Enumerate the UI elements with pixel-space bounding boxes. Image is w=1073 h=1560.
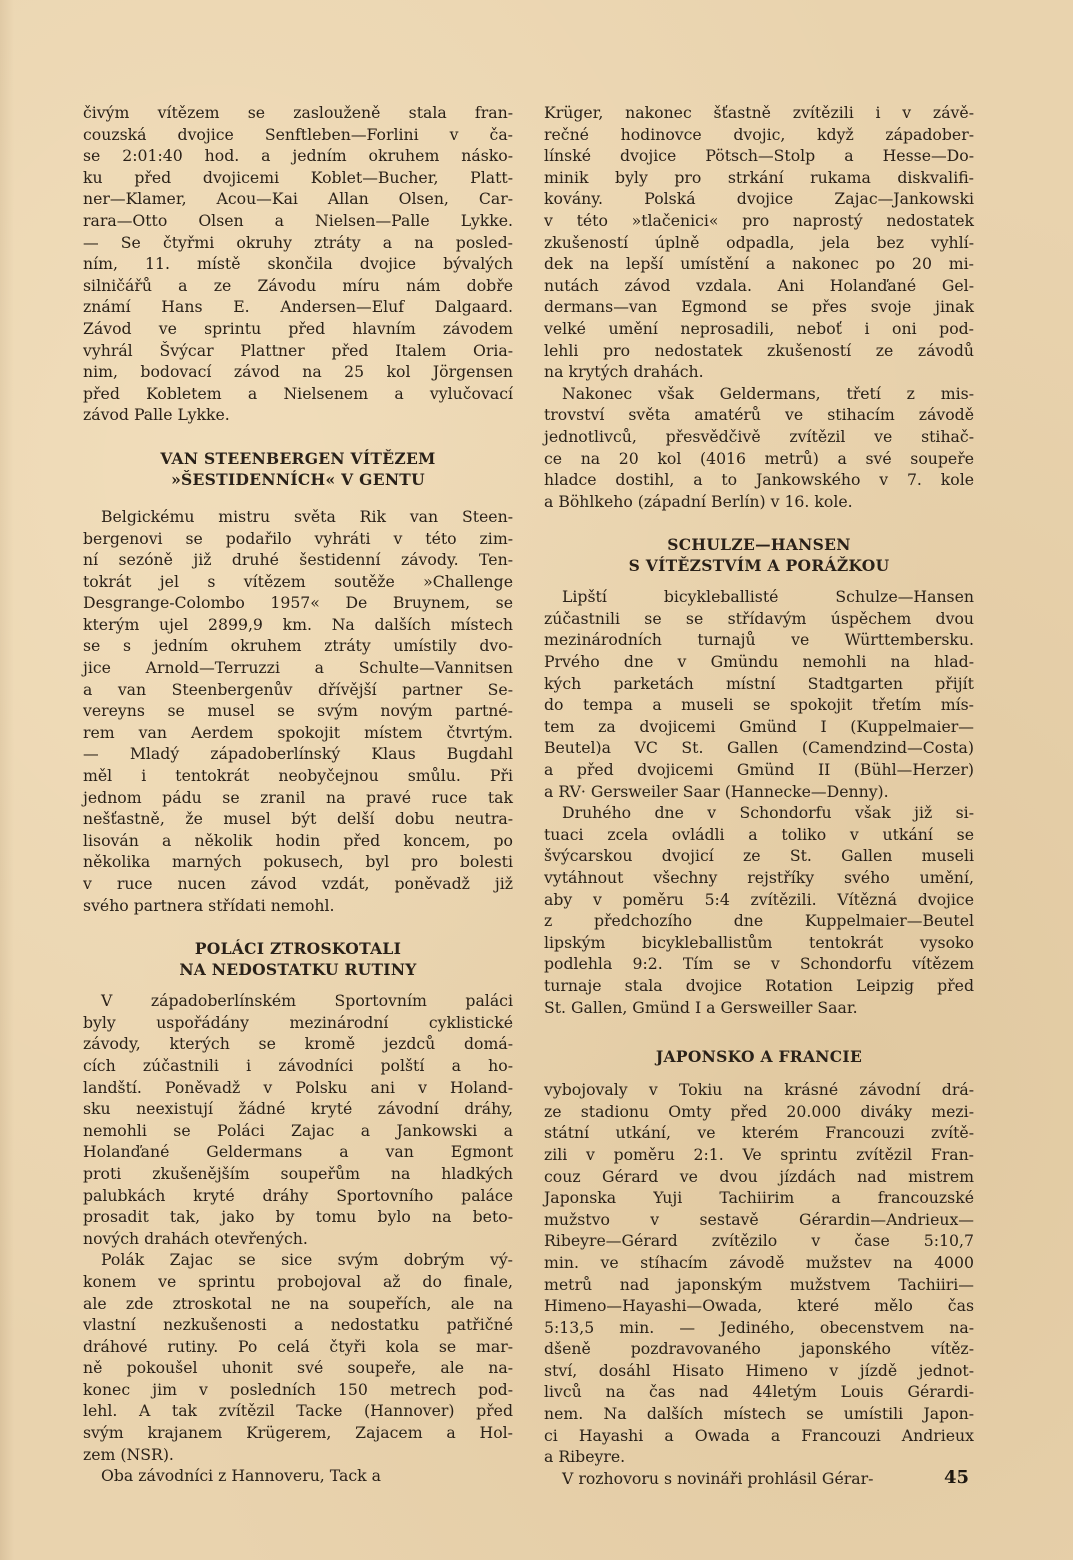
text-line: vereyns se musel se svým novým partné- <box>83 701 513 721</box>
text-line: před Kobletem a Nielsenem a vylučovací <box>83 383 513 403</box>
text-line: nem. Na dalších místech se umístili Japon- <box>544 1404 974 1424</box>
text-line: trovství světa amatérů ve stihacím závodě <box>544 405 974 425</box>
article-heading-polaci <box>83 938 513 980</box>
text-line: silničářů a ze Závodu míru nám dobře <box>83 275 513 295</box>
text-line: z předchozího dne Kuppelmaier—Beutel <box>544 911 974 931</box>
text-line: Nakonec však Geldermans, třetí z mis- <box>562 383 974 403</box>
page-number: 45 <box>944 1467 970 1488</box>
text-line: Himeno—Hayashi—Owada, které mělo čas <box>544 1296 974 1316</box>
text-line: Závod ve sprintu před hlavním závodem <box>83 318 513 338</box>
text-line: ci Hayashi a Owada a Francouzi Andrieux <box>544 1425 974 1445</box>
text-line: a van Steenbergenův dřívější partner Se- <box>83 679 513 699</box>
text-line: závod Palle Lykke. <box>83 405 230 425</box>
article-paragraph <box>544 586 974 802</box>
heading-line: SCHULZE—HANSEN <box>667 535 851 555</box>
text-line: čivým vítězem se zaslouženě stala fran- <box>83 103 513 122</box>
text-line: ner—Klamer, Acou—Kai Allan Olsen, Car- <box>83 189 513 209</box>
text-line: státní utkání, ve kterém Francouzi zvítě- <box>544 1123 974 1143</box>
text-line: dráhové rutiny. Po celá čtyři kola se mar- <box>83 1336 513 1356</box>
text-line: rara—Otto Olsen a Nielsen—Palle Lykke. <box>83 210 513 230</box>
text-line: ním, 11. místě skončila dvojice bývalých <box>83 254 513 274</box>
text-line: a Böhlkeho (západní Berlín) v 16. kole. <box>544 491 853 511</box>
text-line: několika marných pokusech, byl pro bolesti <box>83 852 513 872</box>
text-line: jice Arnold—Terruzzi a Schulte—Vannitsen <box>83 658 513 678</box>
text-line: nových drahách otevřených. <box>83 1228 308 1248</box>
text-line: Lipští bicykleballisté Schulze—Hansen <box>562 587 974 607</box>
text-line: švýcarskou dvojicí ze St. Gallen museli <box>544 846 974 866</box>
text-line: metrů nad japonským mužstvem Tachiiri— <box>544 1274 974 1294</box>
text-line: mezinárodních turnajů ve Württembersku. <box>544 630 974 650</box>
text-line: hladce dostihl, a to Jankowského v 7. kole <box>544 470 974 490</box>
text-line: známí Hans E. Andersen—Eluf Dalgaard. <box>83 297 513 317</box>
article-paragraph <box>544 383 974 513</box>
heading-line: »ŠESTIDENNÍCH« V GENTU <box>171 469 425 489</box>
text-line: zkušeností úplně odpadla, jela bez vyhlí- <box>544 232 974 252</box>
text-line: sku neexistují žádné kryté závodní dráhy, <box>83 1099 513 1119</box>
text-line: Belgickému mistru světa Rik van Steen- <box>101 506 513 526</box>
text-line: prosadit tak, jako by tomu bylo na beto- <box>83 1207 513 1227</box>
text-line: se 2:01:40 hod. a jedním okruhem násko- <box>83 146 513 166</box>
text-line: aby v poměru 5:4 zvítězili. Vítězná dvojice <box>544 889 974 909</box>
text-line: bergenovi se podařilo vyhráti v této zim- <box>83 528 513 548</box>
text-line: Druhého dne v Schondorfu však již si- <box>562 803 974 823</box>
text-line: couzská dvojice Senftleben—Forlini v ča- <box>83 124 513 144</box>
article-heading-van-steenbergen <box>83 448 513 490</box>
text-line: palubkách kryté dráhy Sportovního paláce <box>83 1185 513 1205</box>
heading-line: VAN STEENBERGEN VÍTĚZEM <box>160 448 436 468</box>
text-line: ku před dvojicemi Koblet—Bucher, Platt- <box>83 167 513 187</box>
intro-paragraph <box>83 102 513 426</box>
text-line: tokrát jel s vítězem soutěže »Challenge <box>83 571 513 591</box>
text-line: nemohli se Poláci Zajac a Jankowski a <box>83 1120 513 1140</box>
text-line: tem za dvojicemi Gmünd I (Kuppelmaier— <box>544 716 974 736</box>
text-line: kých parketách místní Stadtgarten přijít <box>544 673 974 693</box>
text-line: kovány. Polská dvojice Zajac—Jankowski <box>544 189 974 209</box>
text-line: Beutel)a VC St. Gallen (Camendzind—Costa) <box>544 738 974 758</box>
text-line: nim, bodovací závod na 25 kol Jörgensen <box>83 362 513 382</box>
text-line: zem (NSR). <box>83 1444 174 1464</box>
text-line: ale zde ztroskotal ne na soupeřích, ale na <box>83 1293 513 1313</box>
text-line: vybojovaly v Tokiu na krásné závodní drá- <box>544 1080 974 1100</box>
text-line: minik byly pro strkání rukama diskvalifi- <box>544 167 974 187</box>
text-line: V západoberlínském Sportovním paláci <box>101 991 513 1011</box>
article-paragraph <box>83 990 513 1249</box>
text-line: 5:13,5 min. — Jediného, obecenstvem na- <box>544 1317 974 1337</box>
text-line: Krüger, nakonec šťastně zvítězili i v závě- <box>544 103 974 122</box>
article-paragraph <box>83 1465 513 1487</box>
text-line: dermans—van Egmond se přes svoje jinak <box>544 297 974 317</box>
text-line: v ruce nucen závod vzdát, poněvadž již <box>83 874 513 893</box>
heading-line: S VÍTĚZSTVÍM A PORÁŽKOU <box>628 556 890 576</box>
text-line: svým krajanem Krügerem, Zajacem a Hol- <box>83 1423 513 1443</box>
text-line: zili v poměru 2:1. Ve sprintu zvítězil Fran- <box>544 1144 974 1164</box>
text-line: byly uspořádány mezinárodní cyklistické <box>83 1012 513 1032</box>
text-line: rem van Aerdem spokojit místem čtvrtým. <box>83 722 513 742</box>
text-line: couz Gérard ve dvou jízdách nad mistrem <box>544 1166 974 1186</box>
text-line: — Mladý západoberlínský Klaus Bugdahl <box>83 744 513 764</box>
text-line: nutách závod vzdala. Ani Holanďané Gel- <box>544 275 974 295</box>
text-line: proti zkušenějším soupeřům na hladkých <box>83 1163 513 1183</box>
article-paragraph <box>544 1468 974 1490</box>
text-line: Oba závodníci z Hannoveru, Tack a <box>101 1466 382 1486</box>
text-line: vyhrál Švýcar Plattner před Italem Oria- <box>83 340 513 360</box>
text-line: lipským bicykleballistům tentokrát vysoko <box>544 932 974 952</box>
text-line: min. ve stíhacím závodě mužstev na 4000 <box>544 1252 974 1272</box>
text-line: ně pokoušel uhonit své soupeře, ale na- <box>83 1358 513 1378</box>
text-line: Japonska Yuji Tachiirim a francouzské <box>544 1188 974 1208</box>
text-line: — Se čtyřmi okruhy ztráty a na posled- <box>83 232 513 252</box>
text-line: ství, dosáhl Hisato Himeno v jízdě jednot- <box>544 1360 974 1380</box>
text-line: zúčastnili se se střídavým úspěchem dvou <box>544 608 974 628</box>
text-line: vytáhnout všechny rejstříky svého umění, <box>544 868 974 887</box>
text-line: lisován a několik hodin před koncem, po <box>83 830 513 850</box>
text-line: měl i tentokrát neobyčejnou smůlu. Při <box>83 766 513 786</box>
article-paragraph <box>544 1079 974 1468</box>
text-line: jednotlivců, přesvědčivě zvítězil ve stihač- <box>544 426 974 446</box>
heading-line: JAPONSKO A FRANCIE <box>655 1047 863 1067</box>
text-line: cích zúčastnili i závodníci polští a ho- <box>83 1055 513 1075</box>
text-line: Holanďané Geldermans a van Egmont <box>83 1142 513 1162</box>
text-line: ce na 20 kol (4016 metrů) a své soupeře <box>544 448 974 468</box>
left-column <box>83 102 513 1487</box>
text-line: ní sezóně již druhé šestidenní závody. Ten- <box>83 550 513 570</box>
text-line: dek na lepší umístění a nakonec po 20 mi- <box>544 254 974 274</box>
text-line: Prvého dne v Gmündu nemohli na hlad- <box>544 652 974 672</box>
text-line: mužstvo v sestavě Gérardin—Andrieux— <box>544 1209 974 1229</box>
text-line: a RV· Gersweiler Saar (Hannecke—Denny). <box>544 781 889 801</box>
text-line: línské dvojice Pötsch—Stolp a Hesse—Do- <box>544 146 974 166</box>
text-line: lehli pro nedostatek zkušeností ze závodů <box>544 340 974 360</box>
text-line: St. Gallen, Gmünd I a Gersweiller Saar. <box>544 997 858 1017</box>
text-line: landští. Poněvadž v Polsku ani v Holand- <box>83 1077 513 1097</box>
text-line: konem ve sprintu probojoval až do finale, <box>83 1271 513 1291</box>
article-paragraph <box>83 1249 513 1465</box>
text-line: na krytých drahách. <box>544 362 704 382</box>
text-line: tuaci zcela ovládli a toliko v utkání se <box>544 824 974 844</box>
text-line: kterým ujel 2899,9 km. Na dalších místech <box>83 614 513 634</box>
heading-line: POLÁCI ZTROSKOTALI <box>194 939 402 959</box>
article-heading-schulze-hansen <box>544 534 974 576</box>
text-line: dšeně pozdravovaného japonského vítěz- <box>544 1339 974 1359</box>
text-line: livců na čas nad 44letým Louis Gérardi- <box>544 1382 974 1402</box>
text-line: lehl. A tak zvítězil Tacke (Hannover) před <box>83 1401 513 1421</box>
text-line: podlehla 9:2. Tím se v Schondorfu vítězem <box>544 954 974 974</box>
text-line: Ribeyre—Gérard zvítězilo v čase 5:10,7 <box>544 1231 974 1251</box>
text-line: velké umění neprosadili, neboť i oni pod- <box>544 318 974 338</box>
article-paragraph <box>83 506 513 916</box>
text-line: a Ribeyre. <box>544 1447 626 1467</box>
text-line: Desgrange-Colombo 1957« De Bruynem, se <box>83 593 513 613</box>
text-line: Polák Zajac se sice svým dobrým vý- <box>101 1250 513 1270</box>
text-line: ze stadionu Omty před 20.000 diváky mezi- <box>544 1101 974 1121</box>
text-line: konec jim v posledních 150 metrech pod- <box>83 1379 513 1399</box>
text-line: závody, kterých se kromě jezdců domá- <box>83 1034 513 1054</box>
heading-line: NA NEDOSTATKU RUTINY <box>179 960 417 980</box>
text-line: jednom pádu se zranil na pravé ruce tak <box>83 787 513 807</box>
text-line: vlastní nezkušenosti a nedostatku patřičné <box>83 1315 513 1335</box>
article-paragraph <box>544 102 974 383</box>
text-line: svého partnera střídati nemohl. <box>83 895 335 915</box>
text-line: do tempa a museli se spokojit třetím mís- <box>544 695 974 715</box>
text-line: rečné hodinovce dvojic, když západober- <box>544 124 974 144</box>
text-line: turnaje stala dvojice Rotation Leipzig před <box>544 975 974 995</box>
text-line: se s jedním okruhem ztráty umístily dvo- <box>83 636 513 656</box>
text-line: a před dvojicemi Gmünd II (Bühl—Herzer) <box>544 760 974 780</box>
text-line: nešťastně, že musel být delší dobu neutra- <box>83 809 513 829</box>
article-paragraph <box>544 802 974 1018</box>
right-column <box>544 102 974 1489</box>
text-line: V rozhovoru s novináři prohlásil Gérar- <box>562 1468 874 1488</box>
article-heading-japonsko-francie <box>544 1046 974 1067</box>
text-line: v této »tlačenici« pro naprostý nedostatek <box>544 210 974 230</box>
